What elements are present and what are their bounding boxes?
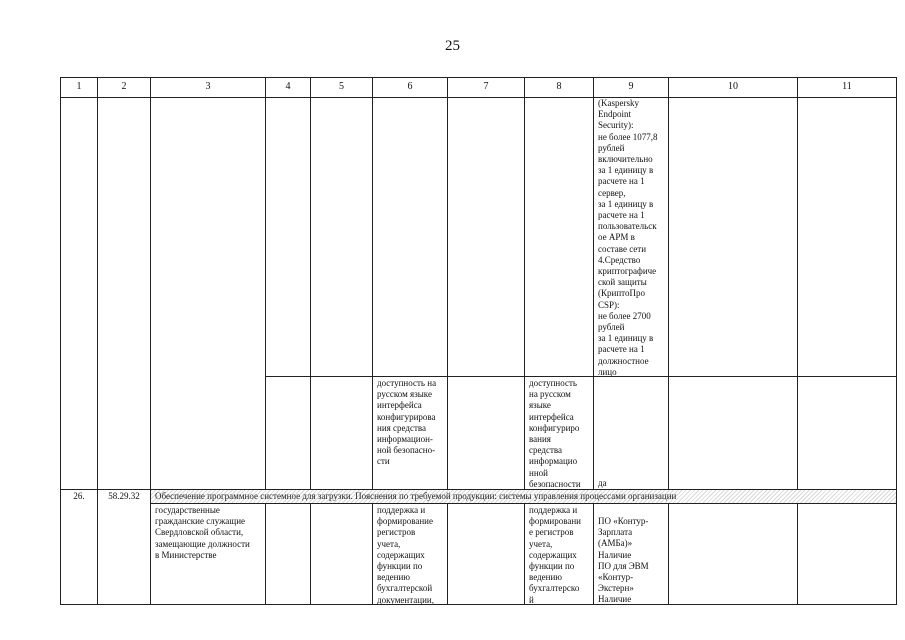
header-col-9: 9 — [628, 81, 634, 92]
row-number: 26. — [73, 491, 85, 501]
col9-yes-value: да — [598, 478, 607, 488]
header-col-1: 1 — [76, 81, 82, 92]
col6-accounting-support: поддержка и формирование регистров учета, содержащих функции по ведению бухгалтерской документации, — [377, 505, 434, 604]
okpd-code: 58.29.32 — [108, 491, 140, 501]
col8-accounting-support: поддержка и формировани е регистров учета, содержащих функции по ведению бухгалтерско й — [529, 505, 581, 604]
col3-employee-category: государственные гражданские служащие Свердловской области, замещающие должности в Министерстве — [155, 505, 250, 560]
col9-software-list: ПО «Контур- Зарплата (АМБа)» Наличие ПО для ЭВМ «Контур- Экстерн» Наличие — [598, 516, 649, 604]
col9-requirements-text: (Kaspersky Endpoint Security): не более 1077,8 рублей включительно за 1 единицу в расчете на 1 сервер, за 1 единицу в расчете на 1 пользовательск ое АРМ в составе сети 4.Средство криптографиче ской защиты (КриптоПро CSP): не более 2700 рублей за 1 единицу в расчете на 1 должностное лицо — [598, 98, 658, 376]
header-col-8: 8 — [556, 81, 562, 92]
header-col-4: 4 — [285, 81, 291, 92]
header-col-3: 3 — [205, 81, 211, 92]
header-col-5: 5 — [339, 81, 344, 92]
col6-interface-language: доступность на русском языке интерфейса конфигурирова ния средства информацион- ной безопасно- сти — [377, 378, 437, 467]
header-col-2: 2 — [121, 81, 127, 92]
header-col-10: 10 — [728, 81, 738, 92]
header-col-7: 7 — [483, 81, 489, 92]
page-number: 25 — [445, 38, 460, 54]
col8-interface-language: доступность на русском языке интерфейса конфигуриро вания средства информацио нной безопасности — [529, 378, 581, 488]
header-col-6: 6 — [407, 81, 413, 92]
header-col-11: 11 — [842, 81, 852, 92]
product-description-banner: Обеспечение программное системное для загрузки. Пояснения по требуемой продукции: системы управления процессами организации — [151, 490, 896, 503]
